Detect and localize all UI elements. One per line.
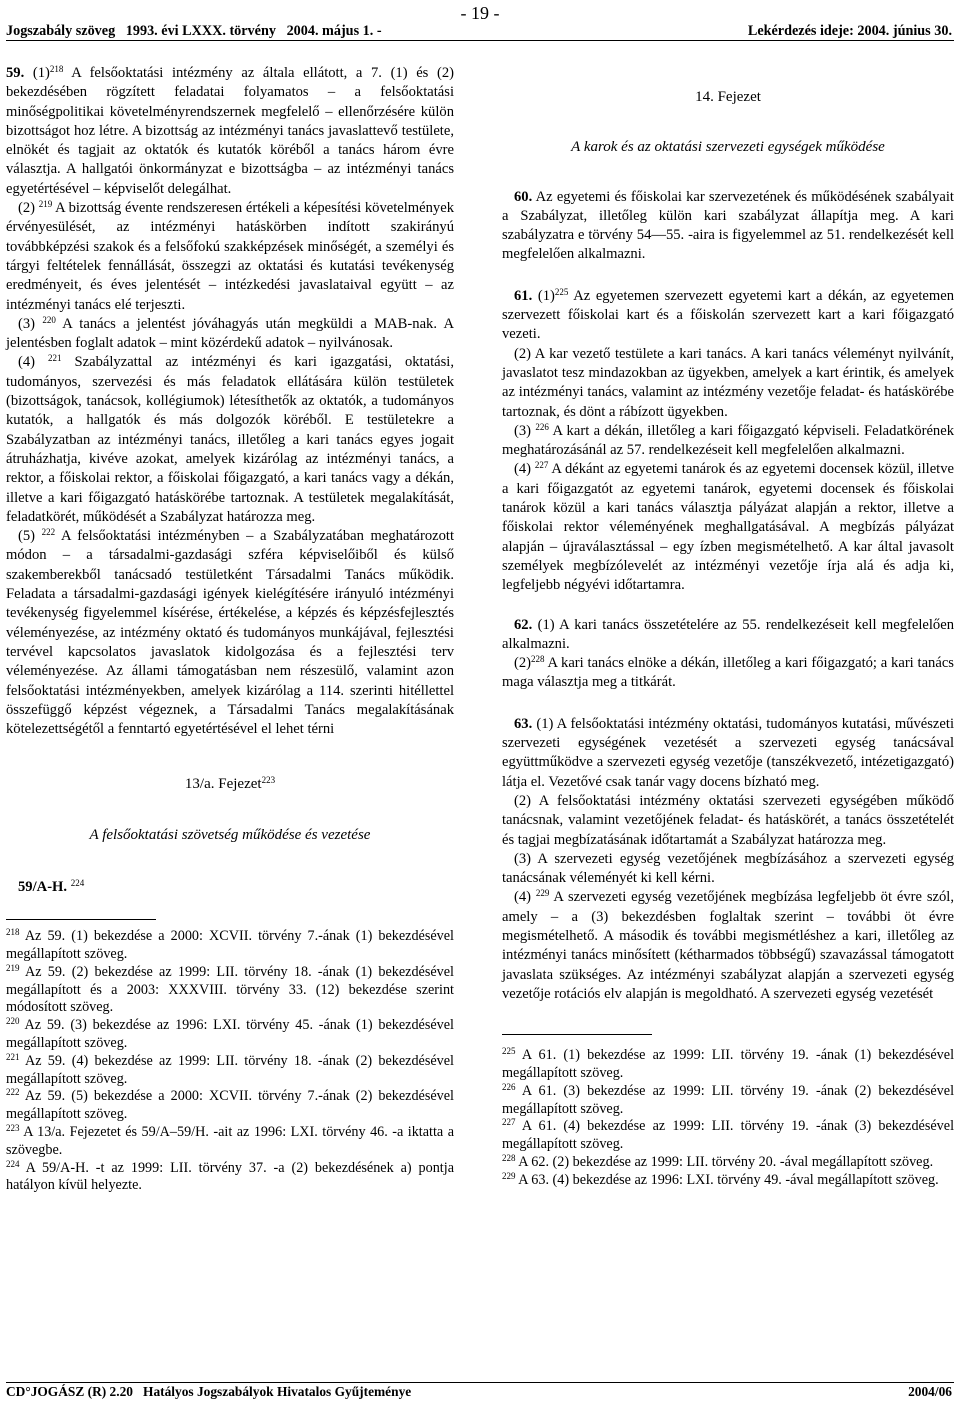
footnote: $^{225}$ A 61. (1) bekezdése az 1999: LII. törvény 19. -ának (1) bekezdésével megállapított szöveg. — [502, 1046, 955, 1081]
page-header — [6, 22, 954, 41]
footnote-ref[interactable]: 219 — [38, 199, 53, 210]
section-63-paragraph-2: (2) A felsőoktatási intézmény oktatási szervezeti egységében működő tanácsnak, valamint vezetőjének feladat- és hatáskörét, a tanács összetételét és tagjai megbízatásának időtartamát a Szabályzat határozza meg. — [502, 792, 954, 848]
section-61-paragraph-3: (3) $^{226}$ A kart a dékán, illetőleg a kari főigazgató képviseli. Feladatkörének meghatározásánál az 57. rendelkezéseit kell megfelelően alkalmazni. — [502, 421, 954, 459]
section-59-paragraph-2: (2) $^{219}$ A bizottság évente rendszeresen értékeli a képesítési követelmények érvényesülését, az intézményi hatáskörben indított szakirányú továbbképzési szakok és a felsőfokú szakképzések minőségét, a személyi és tárgyi feltételek fennállását, összegzi az oktatási és kutatási tevékenység eredményeit, és éves jelentését – intézkedési javaslataival együtt – az intézményi tanács elé terjeszti. — [6, 199, 455, 313]
footnote-ref[interactable]: 218 — [49, 64, 64, 74]
chapter-14-title: 14. Fejezet — [695, 89, 761, 105]
footnote-ref[interactable]: 221 — [48, 353, 62, 364]
page-number: - 19 - — [460, 3, 500, 23]
section-61-paragraph-2: (2) A kar vezető testülete a kari tanács. A kari tanács véleményt nyilvánít, javaslatot tesz mindazokban az ügyekben, amelyek a kart érintik, és amelyek az intézményi tanács, valamint az intézmény vezetője feladat- és hatáskörébe tartoznak, és dönt a rábízott ügyekben. — [502, 345, 954, 420]
chapter-13a-title: 13/a. Fejezet$^{223}$ — [184, 775, 276, 793]
section-62-paragraph-2: $(2)^{228}$ A kari tanács elnöke a dékán, illetőleg a kari főigazgató; a kari tanács maga választja meg a titkárát. — [502, 654, 954, 691]
footnote-separator — [6, 919, 156, 920]
right-column — [502, 64, 954, 1190]
footnote-ref[interactable]: 223 — [261, 775, 276, 786]
footnote-ref[interactable]: 220 — [42, 314, 56, 325]
section-59-paragraph-5: (5) $^{222}$ A felsőoktatási intézményben – a Szabályzatában meghatározott módon – a társadalmi-gazdasági szféra képviselőiből és külső szakemberekből tanácsadó testületként Társadalmi Tanács működik. Feladata a társadalmi-gazdasági igények kielégítésére irányuló intézményi tevékenység figyelemmel kísérése, értékelése, a képzés és képzésfejlesztés véleményezése, az intézmény oktató és tudományos munkájával, fejlesztési tervével kapcsolatos javaslatok kidolgozása és a fejlesztési terv véleményezése. Az állami támogatásban nem részesülő, valamint azon felsőoktatási intézményekben, amelyek kizárólag a 114. szerinti hitéllettel összefüggő képzést végeznek, a Társadalmi Tanács megalakításának kötelezettségétől a fenntartó egyetértésével el lehet térni — [6, 527, 454, 738]
section-60: 60. Az egyetemi és főiskolai kar szervezetének és működésének szabályait a Szabályzat, illetőleg külön kari szabályzat állapítja meg. A kari szabályzatra e törvény 54—55. -aira is figyelemmel az 51. rendelkezését kell megfelelően alkalmazni. — [502, 188, 954, 263]
section-number: 59. — [6, 65, 25, 81]
header-right: Lekérdezés ideje: 2004. június 30. — [747, 23, 952, 39]
footnote: $^{218}$ Az 59. (1) bekezdése a 2000: XCVII. törvény 7.-ának (1) bekezdésével megállapított szöveg. — [6, 927, 454, 963]
section-59-paragraph-4: (4) $^{221}$ Szabályzattal az intézményi és kari igazgatási, oktatási, tudományos, szervezési és más feladatok ellátására külön testületek (bizottságok, tanácsok, kollégiumok) létesíthetők az oktatók, a tudományos kutatók, a hallgatók és más dolgozók köréből. E testületekre a Szabályzatban az intézményi tanács, illetőleg a kari tanács egyes jogait átruházhatja, kivéve azokat, amelyek kizárólag az intézményi tanács, a rektor, a főiskolai rektor, a főiskolai főigazgató, a kari tanács vagy a dékán, illetve a kari főigazgató hatáskörébe tartoznak. A testületek megalakítását, feladatkörét, működését a Szabályzat határozza meg. — [6, 353, 454, 525]
footnote-ref[interactable]: 227 — [534, 460, 549, 471]
footnote: $^{220}$ Az 59. (3) bekezdése az 1996: LXI. törvény 45. -ának (1) bekezdésével megállapított szöveg. — [6, 1016, 454, 1052]
footnote-ref[interactable]: 225 — [554, 286, 569, 297]
section-63-paragraph-4: (4) $^{229}$ A szervezeti egység vezetőjének megbízása legfeljebb öt évre szól, amely – a (3) bekezdésben foglaltak szerint – további öt évre megismételhető. A második és további megismétléshez a kari, illetőleg az intézményi tanács minősített (kétharmados többségű) szavazással támogatott javaslata szükséges. Az intézményi szabályzat alapján a szervezeti egység vezetője rotációs elv alapján is megoldható. A szervezeti egység vezetését — [502, 888, 954, 1002]
footnote: $^{223}$ A 13/a. Fejezetet és 59/A–59/H. -ait az 1996: LXI. törvény 46. -a iktatta a szövegbe. — [6, 1123, 454, 1158]
footnote: $^{227}$ A 61. (4) bekezdése az 1999: LII. törvény 19. -ának (3) bekezdésével megállapított szöveg. — [502, 1117, 955, 1153]
section-63-paragraph-1: 63. (1) A felsőoktatási intézmény oktatási, tudományos kutatási, művészeti szervezeti egységének vezetését a szervezeti egység tanácsával együttműködve a szervezeti egység vezetője (tanszékvezető, intézetigazgató) látja el. Vezetővé csak tanár vagy docens bízható meg. — [502, 715, 954, 790]
section-61-paragraph-1: 61. $(1)^{225}$ Az egyetemen szervezett egyetemi kart a dékán, az egyetemen szervezett főiskolai kart és a főiskolán szervezett kart a kari főigazgató vezeti. — [502, 286, 954, 343]
footnote-ref[interactable]: 229 — [535, 888, 550, 899]
right-footnotes — [502, 1047, 954, 1189]
footnote: $^{221}$ Az 59. (4) bekezdése az 1999: LII. törvény 18. -ának (2) bekezdésével megállapított szöveg. — [6, 1051, 454, 1087]
section-62-paragraph-1: 62. (1) A kari tanács összetételére az 55. rendelkezéseit kell megfelelően alkalmazni. — [502, 616, 954, 652]
footnote: $^{219}$ Az 59. (2) bekezdése az 1999: LII. törvény 18. -ának (1) bekezdésével megállapított és a 2003: XXXVIII. törvény 33. (12) bekezdése szerint módosított szöveg. — [6, 962, 454, 1016]
left-column — [6, 64, 454, 1195]
section-59-paragraph-1: 59. $(1)^{218}$ A felsőoktatási intézmény az általa ellátott, a 7. (1) és (2) bekezdésében rögzített feladatai folyamatos – a felsőoktatási minőségpolitikai követelményrendszernek megfelelő – ellenőrzésére külön bizottságot hoz létre. A bizottság az intézményi tanács javaslattevő testülete, elnökét és tagjait az oktatók és kutatók köréből a tanács három évre választja. A hallgatói önkormányzat e bizottságba – az intézményi tanács egyetértésével – képviselőt delegálhat. — [6, 64, 454, 197]
section-63-paragraph-3: (3) A szervezeti egység vezetőjének megbízásához a szervezeti egység tanácsának véleményét ki kell kérni. — [502, 850, 954, 887]
footnote: $^{229}$ A 63. (4) bekezdése az 1996: LXI. törvény 49. -ával megállapított szöveg. — [502, 1170, 939, 1188]
footnote-separator — [502, 1034, 652, 1035]
chapter-14-subtitle: A karok és az oktatási szervezeti egységek működése — [571, 139, 885, 156]
left-footnotes — [6, 928, 454, 1195]
page-footer — [6, 1382, 954, 1401]
footnote-ref[interactable]: 222 — [41, 527, 56, 538]
footnote: $^{226}$ A 61. (3) bekezdése az 1999: LII. törvény 19. -ának (2) bekezdésével megállapított szöveg. — [502, 1081, 955, 1117]
footnote: $^{224}$ A 59/A-H. -t az 1999: LII. törvény 37. -a (2) bekezdésének a) pontja hatályon kívül helyezte. — [6, 1158, 454, 1194]
section-59-paragraph-3: (3) $^{220}$ A tanács a jelentést jóváhagyás után megküldi a MAB-nak. A jelentésben foglalt adatok – mint közérdekű adatok – nyilvánosak. — [6, 314, 454, 352]
footnote-ref[interactable]: 224 — [70, 877, 85, 888]
footnote-ref[interactable]: 226 — [535, 421, 549, 432]
section-59a-h: 59/A-H. $^{224}$ — [18, 877, 85, 895]
footnote: $^{222}$ Az 59. (5) bekezdése a 2000: XCVII. törvény 7.-ának (2) bekezdésével megállapított szöveg. — [6, 1087, 454, 1123]
chapter-13a-subtitle: A felsőoktatási szövetség működése és vezetése — [89, 826, 371, 843]
footer-right: 2004/06 — [908, 1384, 952, 1399]
section-61-paragraph-4: (4) $^{227}$ A dékánt az egyetemi tanárok és az egyetemi docensek közül, illetve a kari főigazgatót az egyetemi tanárok, egyetemi docensek és főiskolai tanárok közül a kari tanács választja pályázat alapján a rektor, illetve a főiskolai rektor véleményének meghallgatásával. A megbízás pályázat alapján – újraválasztással – egy ízben megismételhető. A kar által javasolt személyek megbízólevelét az intézményi vezetője írja alá és adja ki, legfeljebb négyévi időtartamra. — [502, 460, 954, 594]
footer-left: CD°JOGÁSZ (R) 2.20 Hatályos Jogszabályok Hivatalos Gyűjteménye — [6, 1384, 412, 1399]
header-left: Jogszabály szöveg 1993. évi LXXX. törvény 2004. május 1. - — [6, 23, 382, 39]
footnote-ref[interactable]: 228 — [531, 654, 545, 665]
footnote: $^{228}$ A 62. (2) bekezdése az 1999: LII. törvény 20. -ával megállapított szöveg. — [502, 1152, 934, 1170]
